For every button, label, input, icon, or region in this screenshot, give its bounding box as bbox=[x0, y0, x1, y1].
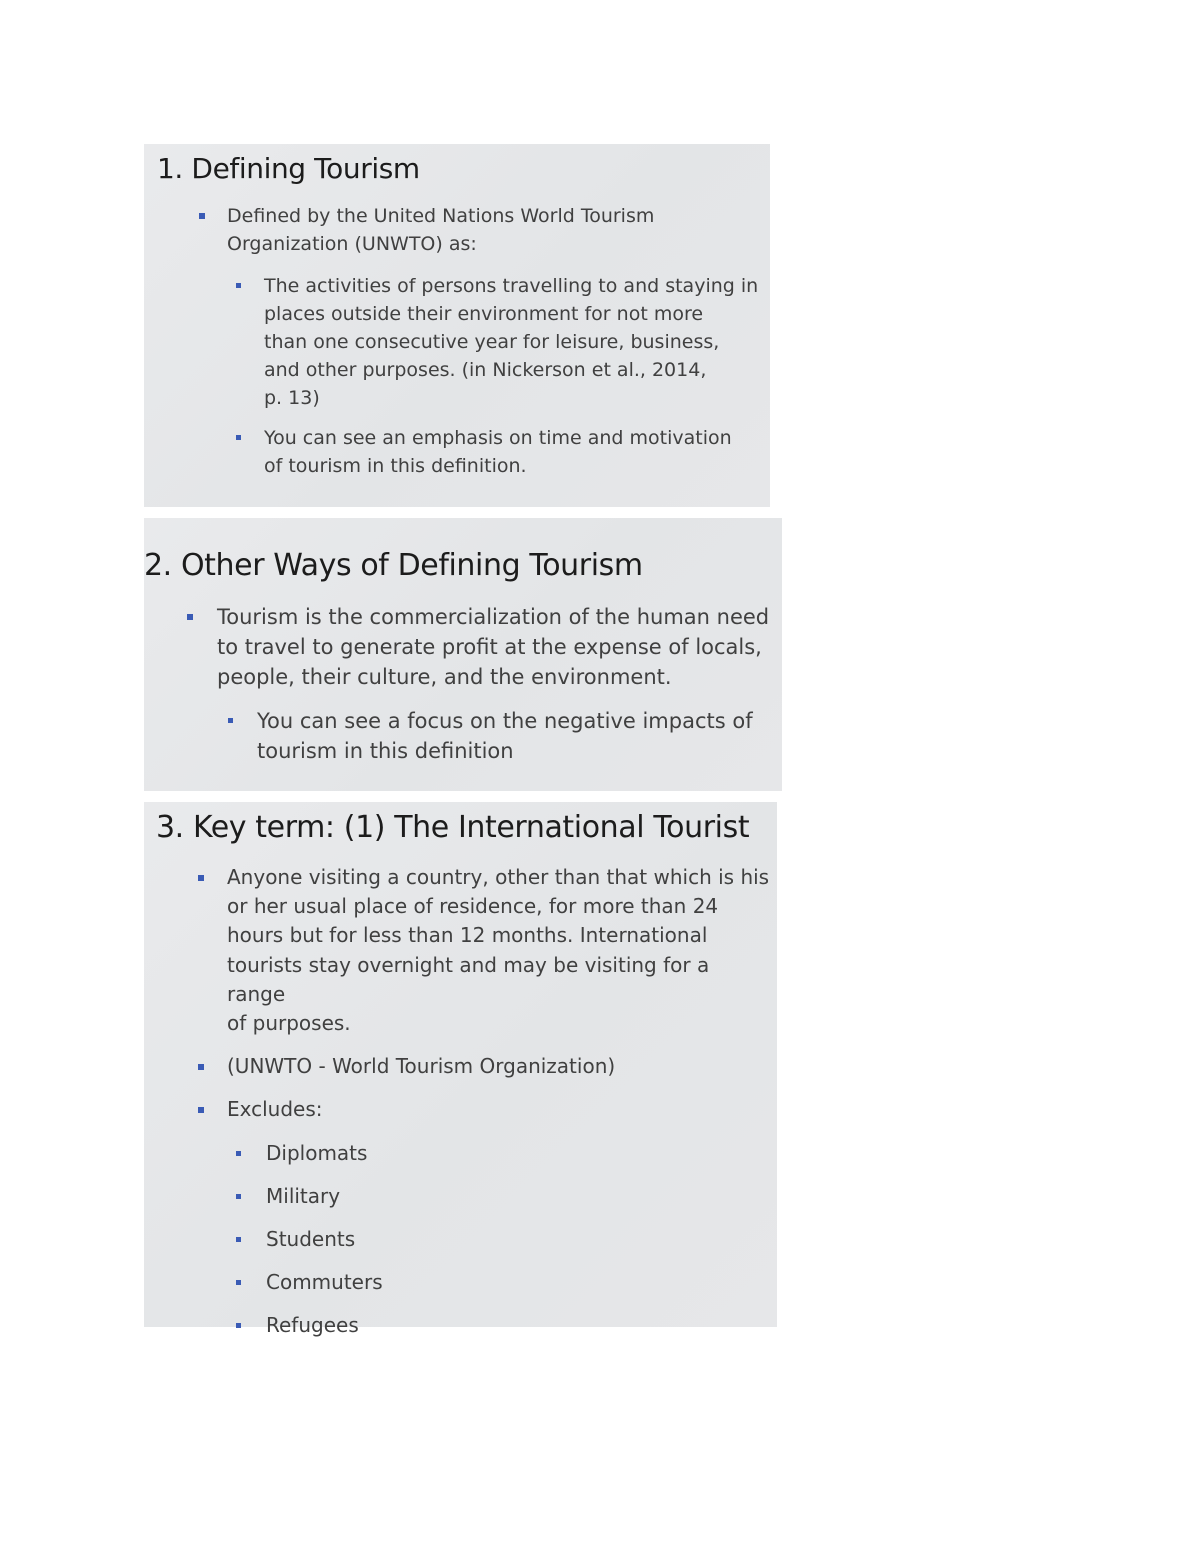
list-item bbox=[227, 1052, 772, 1081]
list-item-text: Refugees bbox=[266, 1313, 359, 1338]
list-item bbox=[227, 1095, 772, 1340]
bullet-list bbox=[227, 863, 772, 1355]
list-item-text: Tourism is the commercialization of the human need to travel to generate profit at the expense of locals, people, their culture, and the environment. bbox=[217, 605, 770, 689]
square-bullet-icon bbox=[236, 1237, 241, 1242]
list-item-text: Military bbox=[266, 1183, 341, 1208]
list-item bbox=[266, 1268, 666, 1297]
list-item bbox=[257, 706, 777, 766]
list-item-text: Anyone visiting a country, other than that which is his or her usual place of residence, for more than 24 hours but for less than 12 months. International tourists stay overnight and may be visiting for a range of purposes. bbox=[227, 865, 770, 1036]
list-item-text: You can see a focus on the negative impacts of tourism in this definition bbox=[257, 709, 753, 763]
slide-title: 2. Other Ways of Defining Tourism bbox=[144, 548, 643, 583]
sub-bullet-list bbox=[257, 706, 777, 766]
list-item-text: (UNWTO - World Tourism Organization) bbox=[227, 1054, 616, 1079]
list-item bbox=[264, 424, 764, 480]
list-item bbox=[217, 602, 777, 766]
list-item bbox=[266, 1225, 666, 1254]
sub-bullet-list bbox=[266, 1139, 666, 1341]
square-bullet-icon bbox=[236, 1280, 241, 1285]
square-bullet-icon bbox=[236, 1194, 241, 1199]
square-bullet-icon bbox=[187, 614, 193, 620]
list-item bbox=[264, 272, 764, 412]
list-item-text: Excludes: bbox=[227, 1097, 323, 1122]
list-item bbox=[266, 1311, 666, 1340]
bullet-list bbox=[227, 202, 759, 492]
list-item-text: Defined by the United Nations World Tourism Organization (UNWTO) as: bbox=[227, 205, 655, 255]
list-item bbox=[266, 1182, 666, 1211]
square-bullet-icon bbox=[236, 1323, 241, 1328]
list-item bbox=[227, 863, 772, 1038]
list-item-text: Students bbox=[266, 1227, 356, 1252]
square-bullet-icon bbox=[199, 213, 205, 219]
square-bullet-icon bbox=[228, 718, 233, 723]
slide-international-tourist bbox=[144, 802, 777, 1338]
slide-title: 1. Defining Tourism bbox=[157, 152, 420, 185]
list-item-text: Commuters bbox=[266, 1270, 383, 1295]
sub-bullet-list bbox=[264, 272, 764, 480]
square-bullet-icon bbox=[236, 283, 241, 288]
square-bullet-icon bbox=[236, 1151, 241, 1156]
list-item-text: Diplomats bbox=[266, 1140, 368, 1165]
slide-defining-tourism bbox=[144, 144, 770, 507]
list-item-text: You can see an emphasis on time and motivation of tourism in this definition. bbox=[264, 427, 732, 477]
slide-other-ways-defining-tourism bbox=[144, 518, 782, 791]
square-bullet-icon bbox=[198, 875, 204, 881]
square-bullet-icon bbox=[198, 1107, 204, 1113]
square-bullet-icon bbox=[198, 1064, 204, 1070]
slide-title: 3. Key term: (1) The International Tourist bbox=[156, 810, 750, 845]
bullet-list bbox=[217, 602, 777, 766]
list-item bbox=[266, 1139, 666, 1168]
list-item bbox=[227, 202, 759, 480]
square-bullet-icon bbox=[236, 435, 241, 440]
list-item-text: The activities of persons travelling to and staying in places outside their environment for not more than one consecutive year for leisure, business, and other purposes. (in Nickerson et al., 2014, p. 13) bbox=[264, 275, 759, 409]
